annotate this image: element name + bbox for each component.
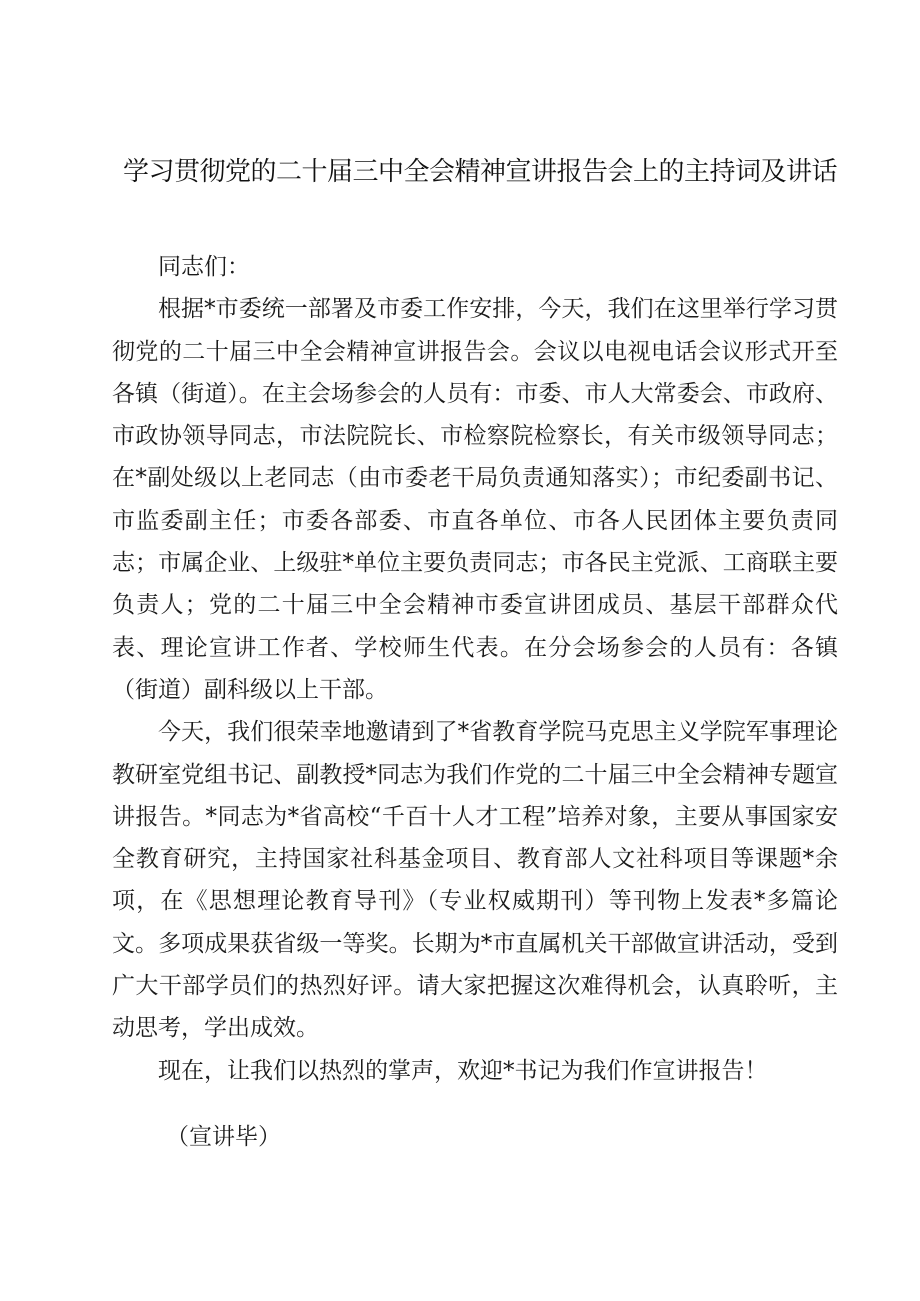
salutation: 同志们： (158, 254, 250, 280)
paragraph-welcome: 现在，让我们以热烈的掌声，欢迎*书记为我们作宣讲报告！ (158, 1057, 768, 1084)
document-body (112, 246, 838, 1158)
closing-note: （宣讲毕） (166, 1123, 282, 1150)
paragraph-meeting-info: 根据*市委统一部署及市委工作安排，今天，我们在这里举行学习贯彻党的二十届三中全会精神宣讲报告会。会议以电视电话会议形式开至各镇（街道）。在主会场参会的人员有：市委、市人大常委会、市政府、市政协领导同志，市法院院长、市检察院检察长，有关市级领导同志；在*副处级以上老同志（由市委老干局负责通知落实）；市纪委副书记、市监委副主任；市委各部委、市直各单位、市各人民团体主要负责同志；市属企业、上级驻*单位主要负责同志；市各民主党派、工商联主要负责人；党的二十届三中全会精神市委宣讲团成员、基层干部群众代表、理论宣讲工作者、学校师生代表。在分会场参会的人员有：各镇（街道）副科级以上干部。 (112, 296, 838, 703)
paragraph-speaker-intro: 今天，我们很荣幸地邀请到了*省教育学院马克思主义学院军事理论教研室党组书记、副教授*同志为我们作党的二十届三中全会精神专题宣讲报告。*同志为*省高校“千百十人才工程”培养对象，主要从事国家安全教育研究，主持国家社科基金项目、教育部人文社科项目等课题*余项，在《思想理论教育导刊》（专业权威期刊）等刊物上发表*多篇论文。多项成果获省级一等奖。长期为*市直属机关干部做宣讲活动，受到广大干部学员们的热烈好评。请大家把握这次难得机会，认真聆听，主动思考，学出成效。 (112, 719, 838, 1042)
document-title: 学习贯彻党的二十届三中全会精神宣讲报告会上的主持词及讲话 (122, 157, 837, 187)
